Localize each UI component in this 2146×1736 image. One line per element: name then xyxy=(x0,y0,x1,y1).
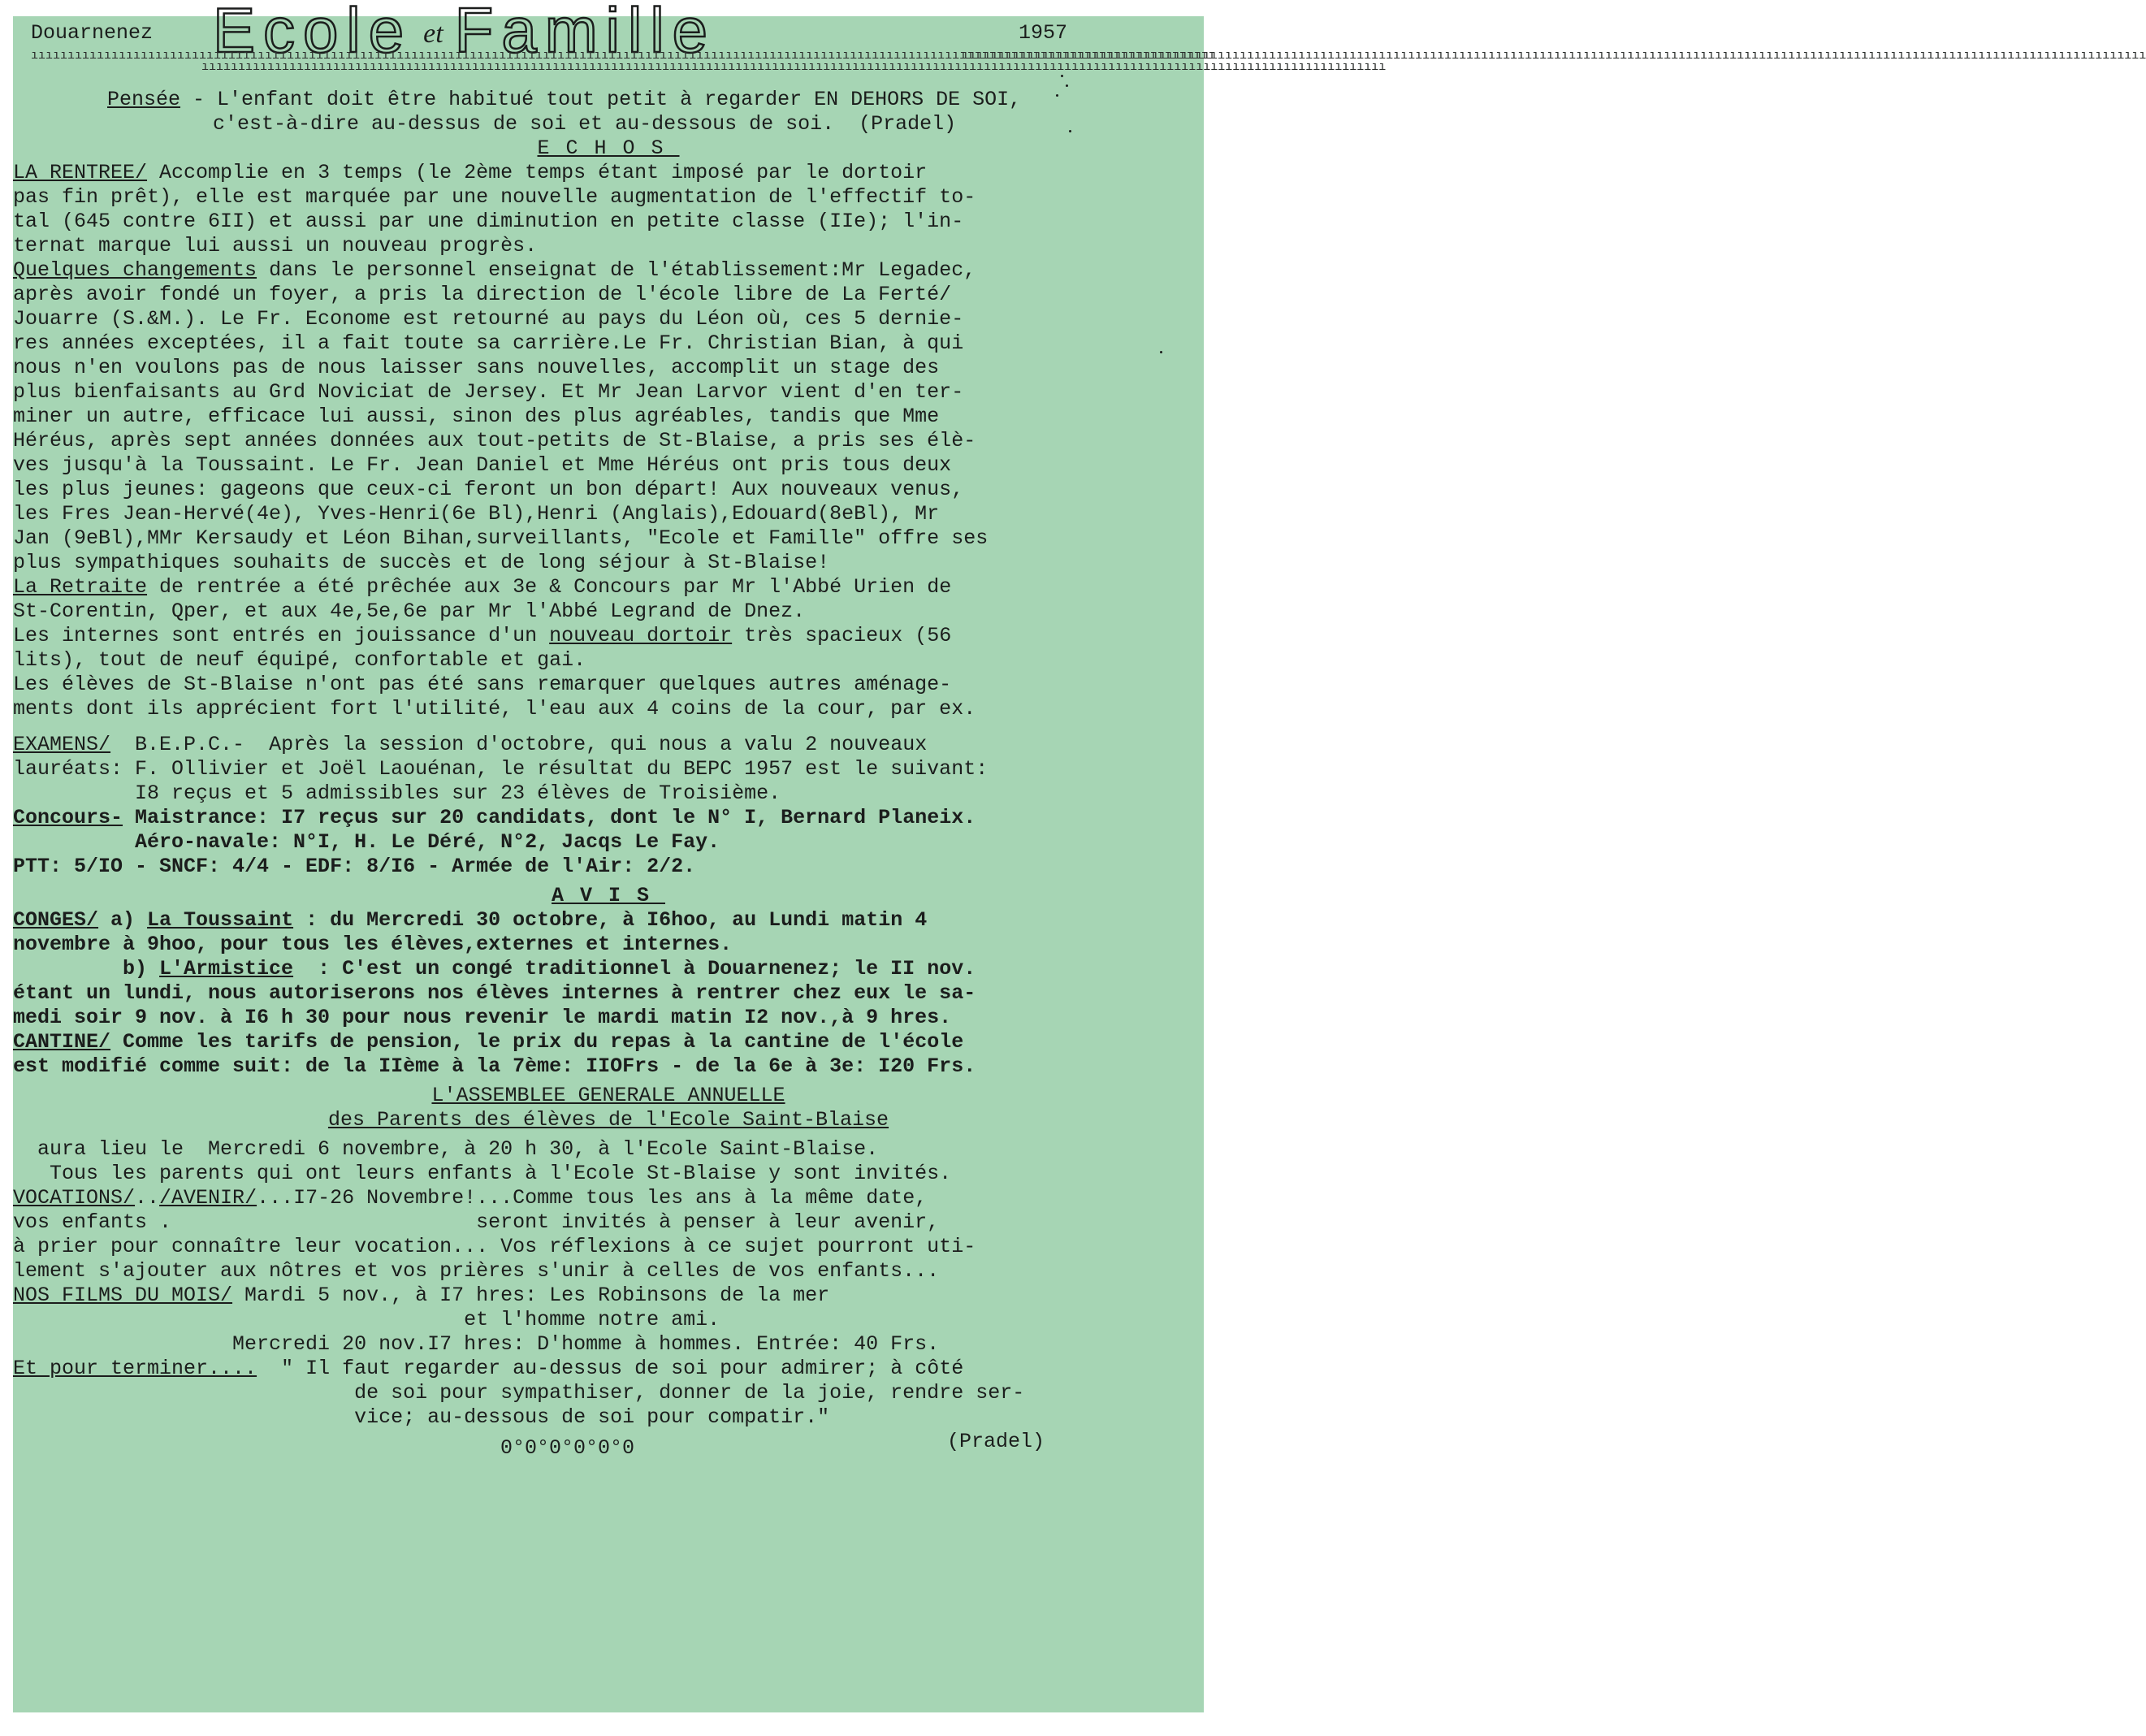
masthead-title xyxy=(213,0,716,66)
vocations-line-2: vos enfants . seront invités à penser à leur avenir, xyxy=(13,1210,940,1234)
echos-heading: ECHOS xyxy=(537,136,680,160)
assemblee-title-1: L'ASSEMBLEE GENERALE ANNUELLE xyxy=(431,1084,785,1107)
masthead-location: Douarnenez xyxy=(31,21,154,45)
conges-label: CONGES/ xyxy=(13,908,99,932)
armistice-line-2: étant un lundi, nous autoriserons nos élèves internes à rentrer chez eux le sa- xyxy=(13,981,976,1005)
title-et: et xyxy=(423,19,443,49)
rentree-line-3: tal (645 contre 6II) et aussi par une diminution en petite classe (IIe); l'in- xyxy=(13,210,964,233)
vocations-line-3: à prier pour connaître leur vocation... Vos réflexions à ce sujet pourront uti- xyxy=(13,1235,976,1258)
masthead-rule-left: ıııııııııııııııııııııııııııııııııııııııııııııııııııııııııııııııııııııııııııııııııııııııııııııııııııııııııııııııııııııııııııııııııııııııııııııııııııııııııııııııııı xyxy=(31,49,1216,63)
vocations-line-4: lement s'ajouter aux nôtres et vos prières s'unir à celles de vos enfants... xyxy=(13,1259,940,1283)
rentree-line-1: LA RENTREE/ Accomplie en 3 temps (le 2ème temps étant imposé par le dortoir xyxy=(13,161,928,184)
changements-line-5: nous n'en voulons pas de nous laisser sans nouvelles, accomplit un stage des xyxy=(13,356,940,379)
toussaint-label: La Toussaint xyxy=(147,908,294,932)
dortoir-line-2: lits), tout de neuf équipé, confortable et gai. xyxy=(13,648,586,672)
armistice-line-1: b) L'Armistice : C'est un congé traditionnel à Douarnenez; le II nov. xyxy=(13,957,976,981)
title-ecole: Ecole xyxy=(213,0,413,66)
concours-line-3: PTT: 5/IO - SNCF: 4/4 - EDF: 8/I6 - Armée de l'Air: 2/2. xyxy=(13,855,696,878)
terminer-line-3: vice; au-dessous de soi pour compatir." xyxy=(13,1405,830,1429)
assemblee-line-1: aura lieu le Mercredi 6 novembre, à 20 h 30, à l'Ecole Saint-Blaise. xyxy=(13,1137,879,1161)
changements-line-8: Héréus, après sept années données aux tout-petits de St-Blaise, a pris ses élè- xyxy=(13,429,976,452)
examens-label: EXAMENS/ xyxy=(13,733,111,756)
ink-speck xyxy=(1069,130,1071,132)
cantine-line-1: CANTINE/ Comme les tarifs de pension, le prix du repas à la cantine de l'école xyxy=(13,1030,964,1054)
toussaint-line-2: novembre à 9hoo, pour tous les élèves,externes et internes. xyxy=(13,933,733,956)
pensee-line-1: Pensée - L'enfant doit être habitué tout petit à regarder EN DEHORS DE SOI, xyxy=(107,88,1022,111)
examens-line-1: EXAMENS/ B.E.P.C.- Après la session d'octobre, qui nous a valu 2 nouveaux xyxy=(13,733,928,756)
armistice-label: L'Armistice xyxy=(159,957,294,981)
terminer-line-1: Et pour terminer.... " Il faut regarder au-dessus de soi pour admirer; à côté xyxy=(13,1357,964,1380)
article-body xyxy=(13,88,1204,1461)
toussaint-line-1: CONGES/ a) La Toussaint : du Mercredi 30 octobre, à I6hoo, au Lundi matin 4 xyxy=(13,908,928,932)
masthead-year: 1957 xyxy=(1018,21,1067,45)
masthead xyxy=(13,0,2146,74)
concours-line-1: Concours- Maistrance: I7 reçus sur 20 candidats, dont le N° I, Bernard Planeix. xyxy=(13,806,976,829)
masthead-rule-center: ıııııııııııııııııııııııııııııııııııııııııııııııııııııııııııııııııııııııııııııııııııııııııııııııııııııııııııııııııııııııııııııııııııııııııııııııııııııııııııııııııı xyxy=(201,60,1387,74)
armistice-line-3: medi soir 9 nov. à I6 h 30 pour nous revenir le mardi matin I2 nov.,à 9 hres. xyxy=(13,1006,952,1029)
changements-line-2: après avoir fondé un foyer, a pris la direction de l'école libre de La Ferté/ xyxy=(13,283,952,306)
avenir-label: /AVENIR/ xyxy=(159,1186,257,1210)
assemblee-title-2: des Parents des élèves de l'Ecole Saint-Blaise xyxy=(327,1108,889,1132)
dortoir-label: nouveau dortoir xyxy=(549,624,733,647)
rentree-line-2: pas fin prêt), elle est marquée par une nouvelle augmentation de l'effectif to- xyxy=(13,185,976,209)
vocations-line-1: VOCATIONS/../AVENIR/...I7-26 Novembre!...Comme tous les ans à la même date, xyxy=(13,1186,928,1210)
examens-line-3: I8 reçus et 5 admissibles sur 23 élèves de Troisième. xyxy=(13,781,781,805)
films-line-1: NOS FILMS DU MOIS/ Mardi 5 nov., à I7 hres: Les Robinsons de la mer xyxy=(13,1284,830,1307)
concours-label: Concours- xyxy=(13,806,123,829)
concours-line-2: Aéro-navale: N°I, H. Le Déré, N°2, Jacqs Le Fay. xyxy=(13,830,720,854)
cantine-label: CANTINE/ xyxy=(13,1030,111,1054)
cantine-line-2: est modifié comme suit: de la IIème à la 7ème: IIOFrs - de la 6e à 3e: I20 Frs. xyxy=(13,1054,976,1078)
amenagements-line-1: Les élèves de St-Blaise n'ont pas été sans remarquer quelques autres aménage- xyxy=(13,673,952,696)
films-line-3: Mercredi 20 nov.I7 hres: D'homme à hommes. Entrée: 40 Frs. xyxy=(13,1332,940,1356)
ink-speck xyxy=(1061,75,1063,77)
rentree-label: LA RENTREE/ xyxy=(13,161,148,184)
pensee-label: Pensée xyxy=(107,88,181,111)
quote-signature: (Pradel) xyxy=(947,1430,1045,1453)
changements-line-1: Quelques changements dans le personnel enseignat de l'établissement:Mr Legadec, xyxy=(13,258,976,282)
ink-speck xyxy=(1160,351,1162,353)
dortoir-line-1: Les internes sont entrés en jouissance d'un nouveau dortoir très spacieux (56 xyxy=(13,624,952,647)
changements-label: Quelques changements xyxy=(13,258,257,282)
avis-heading: AVIS xyxy=(551,884,665,907)
retraite-label: La Retraite xyxy=(13,575,148,599)
title-famille: Famille xyxy=(454,0,716,66)
ink-speck xyxy=(1066,84,1068,87)
vocations-label: VOCATIONS/ xyxy=(13,1186,136,1210)
ink-speck xyxy=(1056,94,1058,97)
newsletter-page xyxy=(13,0,2146,1712)
terminer-label: Et pour terminer.... xyxy=(13,1357,257,1380)
assemblee-line-2: Tous les parents qui ont leurs enfants à l'Ecole St-Blaise y sont invités. xyxy=(13,1162,952,1185)
changements-line-9: ves jusqu'à la Toussaint. Le Fr. Jean Daniel et Mme Héréus ont pris tous deux xyxy=(13,453,952,477)
changements-line-13: plus sympathiques souhaits de succès et de long séjour à St-Blaise! xyxy=(13,551,830,574)
rentree-line-4: ternat marque lui aussi un nouveau progrès. xyxy=(13,234,538,258)
amenagements-line-2: ments dont ils apprécient fort l'utilité, l'eau aux 4 coins de la cour, par ex. xyxy=(13,697,976,721)
changements-line-4: res années exceptées, il a fait toute sa carrière.Le Fr. Christian Bian, à qui xyxy=(13,331,964,355)
changements-line-11: les Fres Jean-Hervé(4e), Yves-Henri(6e Bl),Henri (Anglais),Edouard(8eBl), Mr xyxy=(13,502,940,526)
closing-ornament: 0°0°0°0°0°0 xyxy=(500,1436,635,1460)
films-line-2: et l'homme notre ami. xyxy=(13,1308,720,1331)
changements-line-10: les plus jeunes: gageons que ceux-ci feront un bon départ! Aux nouveaux venus, xyxy=(13,478,964,501)
changements-line-7: miner un autre, efficace lui aussi, sinon des plus agréables, tandis que Mme xyxy=(13,405,940,428)
examens-line-2: lauréats: F. Ollivier et Joël Laouénan, le résultat du BEPC 1957 est le suivant: xyxy=(13,757,989,781)
retraite-line-1: La Retraite de rentrée a été prêchée aux 3e & Concours par Mr l'Abbé Urien de xyxy=(13,575,952,599)
retraite-line-2: St-Corentin, Qper, et aux 4e,5e,6e par Mr l'Abbé Legrand de Dnez. xyxy=(13,600,806,623)
terminer-line-2: de soi pour sympathiser, donner de la joie, rendre ser- xyxy=(13,1381,1025,1405)
changements-line-6: plus bienfaisants au Grd Noviciat de Jersey. Et Mr Jean Larvor vient d'en ter- xyxy=(13,380,964,404)
pensee-line-2: c'est-à-dire au-dessus de soi et au-dessous de soi. (Pradel) xyxy=(213,112,957,136)
masthead-rule-right: ıııııııııııııııııııııııııııııııııııııııııııııııııııııııııııııııııııııııııııııııııııııııııııııııııııııııııııııııııııııııııııııııııııııııııııııııııııııııııııııııııı xyxy=(962,49,2146,63)
changements-line-12: Jan (9eBl),MMr Kersaudy et Léon Bihan,surveillants, "Ecole et Famille" offre ses xyxy=(13,526,989,550)
films-label: NOS FILMS DU MOIS/ xyxy=(13,1284,233,1307)
changements-line-3: Jouarre (S.&M.). Le Fr. Econome est retourné au pays du Léon où, ces 5 dernie- xyxy=(13,307,964,331)
